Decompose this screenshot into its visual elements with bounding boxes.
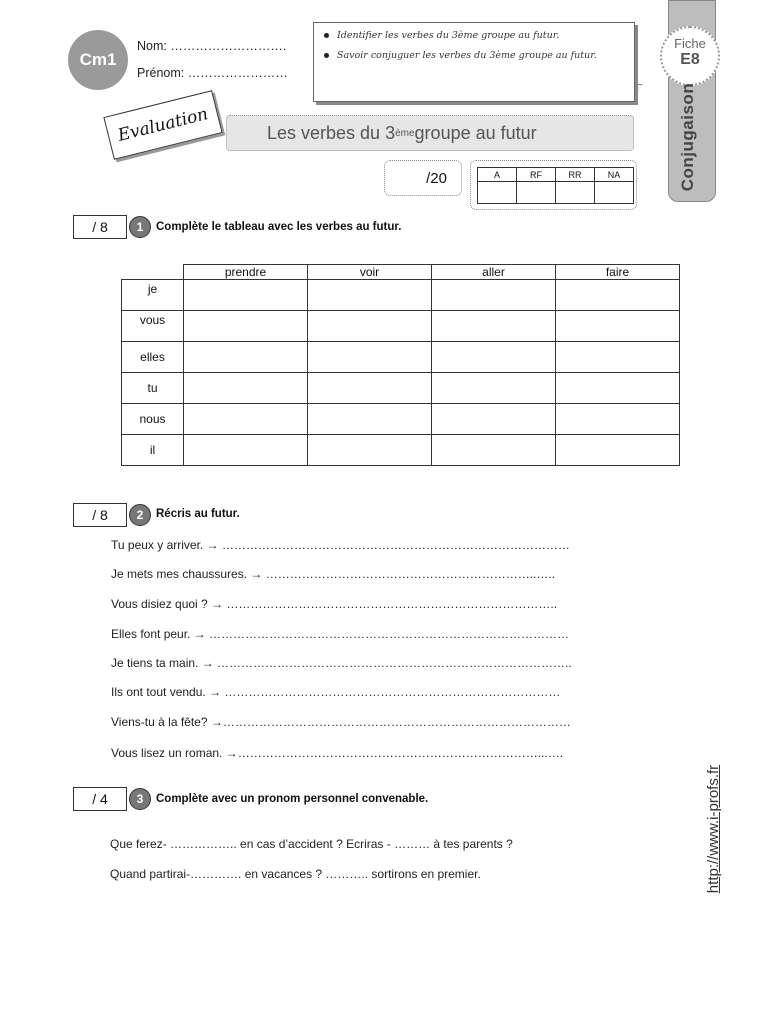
pronoun-cell: vous bbox=[122, 311, 184, 342]
verb-header: voir bbox=[308, 265, 432, 280]
pronoun-cell: elles bbox=[122, 342, 184, 373]
exercise3-instruction: Complète avec un pronom personnel convenable. bbox=[156, 793, 429, 805]
level-cell[interactable] bbox=[517, 182, 556, 204]
table-row bbox=[122, 342, 680, 373]
page-title: Les verbes du 3 ème groupe au futur bbox=[226, 115, 634, 151]
answer-cell[interactable] bbox=[308, 311, 432, 342]
answer-cell[interactable] bbox=[308, 280, 432, 311]
answer-cell[interactable] bbox=[308, 404, 432, 435]
answer-cell[interactable] bbox=[432, 311, 556, 342]
level-cell[interactable] bbox=[595, 182, 634, 204]
exercise2-instruction: Récris au futur. bbox=[156, 508, 240, 520]
answer-cell[interactable] bbox=[556, 373, 680, 404]
table-row bbox=[122, 435, 680, 466]
exercise3-number: 3 bbox=[129, 788, 151, 810]
bullet-icon bbox=[324, 33, 329, 38]
table-row bbox=[122, 311, 680, 342]
answer-cell[interactable] bbox=[432, 435, 556, 466]
exercise2-points[interactable]: / 8 bbox=[73, 503, 127, 527]
objectives-box bbox=[313, 22, 635, 102]
level-rr: RR bbox=[556, 168, 595, 182]
answer-cell[interactable] bbox=[184, 373, 308, 404]
answer-cell[interactable] bbox=[556, 280, 680, 311]
source-url[interactable]: http://www.i-profs.fr bbox=[705, 764, 722, 894]
answer-cell[interactable] bbox=[308, 342, 432, 373]
answer-cell[interactable] bbox=[556, 311, 680, 342]
sentence-line[interactable]: Que ferez- …………….. en cas d’accident ? Ecriras - ……… à tes parents ? bbox=[110, 837, 513, 851]
sentence-line[interactable]: Ils ont tout vendu. → ………………………………………………………………………… bbox=[111, 685, 561, 699]
answer-cell[interactable] bbox=[432, 404, 556, 435]
table-row bbox=[122, 404, 680, 435]
answer-cell[interactable] bbox=[184, 311, 308, 342]
exercise3-points[interactable]: / 4 bbox=[73, 787, 127, 811]
answer-cell[interactable] bbox=[184, 435, 308, 466]
answer-cell[interactable] bbox=[556, 404, 680, 435]
answer-cell[interactable] bbox=[184, 280, 308, 311]
table-row bbox=[122, 280, 680, 311]
answer-cell[interactable] bbox=[308, 435, 432, 466]
bullet-icon bbox=[324, 53, 329, 58]
subject-label: Conjugaison bbox=[678, 82, 697, 192]
level-cell[interactable] bbox=[556, 182, 595, 204]
exercise2-number: 2 bbox=[129, 504, 151, 526]
sentence-line[interactable]: Vous disiez quoi ? → ……………………………………………………………………….. bbox=[111, 597, 558, 611]
objective-item: Identifier les verbes du 3ème groupe au futur. bbox=[324, 30, 634, 41]
verb-header: aller bbox=[432, 265, 556, 280]
level-na: NA bbox=[595, 168, 634, 182]
table-corner bbox=[122, 265, 184, 280]
level-grid bbox=[470, 160, 637, 210]
level-a: A bbox=[478, 168, 517, 182]
sentence-line[interactable]: Viens-tu à la fête? →…………………………………………………………………………… bbox=[111, 715, 571, 729]
answer-cell[interactable] bbox=[556, 435, 680, 466]
nom-field[interactable]: Nom: ………………………. bbox=[137, 39, 287, 53]
verb-header: faire bbox=[556, 265, 680, 280]
verb-header: prendre bbox=[184, 265, 308, 280]
pronoun-cell: je bbox=[122, 280, 184, 311]
level-rf: RF bbox=[517, 168, 556, 182]
level-badge: Cm1 bbox=[68, 30, 128, 90]
answer-cell[interactable] bbox=[432, 373, 556, 404]
exercise1-instruction: Complète le tableau avec les verbes au futur. bbox=[156, 221, 402, 233]
pronoun-cell: tu bbox=[122, 373, 184, 404]
sentence-line[interactable]: Vous lisez un roman. →…………………………………………………………………...…. bbox=[111, 746, 564, 760]
sentence-line[interactable]: Quand partirai-…………. en vacances ? ……….. sortirons en premier. bbox=[110, 867, 481, 881]
sentence-line[interactable]: Tu peux y arriver. → …………………………………………………………………………… bbox=[111, 538, 570, 552]
sentence-line[interactable]: Je mets mes chaussures. → …………………………………………………………..….. bbox=[111, 567, 556, 581]
exercise1-number: 1 bbox=[129, 216, 151, 238]
level-cell[interactable] bbox=[478, 182, 517, 204]
conjugation-table bbox=[121, 264, 680, 466]
answer-cell[interactable] bbox=[432, 280, 556, 311]
answer-cell[interactable] bbox=[184, 342, 308, 373]
evaluation-card: Evaluation bbox=[103, 90, 222, 160]
prenom-field[interactable]: Prénom: …………………… bbox=[137, 66, 288, 80]
sentence-line[interactable]: Elles font peur. → ……………………………………………………………………………… bbox=[111, 627, 570, 641]
fiche-label: Fiche bbox=[674, 36, 706, 51]
answer-cell[interactable] bbox=[432, 342, 556, 373]
pronoun-cell: il bbox=[122, 435, 184, 466]
score-total: /20 bbox=[384, 160, 462, 196]
objective-item: Savoir conjuguer les verbes du 3ème groupe au futur. bbox=[324, 50, 634, 61]
table-row bbox=[122, 373, 680, 404]
fiche-code: E8 bbox=[680, 51, 700, 68]
answer-cell[interactable] bbox=[556, 342, 680, 373]
answer-cell[interactable] bbox=[308, 373, 432, 404]
answer-cell[interactable] bbox=[184, 404, 308, 435]
exercise1-points[interactable]: / 8 bbox=[73, 215, 127, 239]
sentence-line[interactable]: Je tiens ta main. → …………………………………………………………………………….. bbox=[111, 656, 572, 670]
pronoun-cell: nous bbox=[122, 404, 184, 435]
